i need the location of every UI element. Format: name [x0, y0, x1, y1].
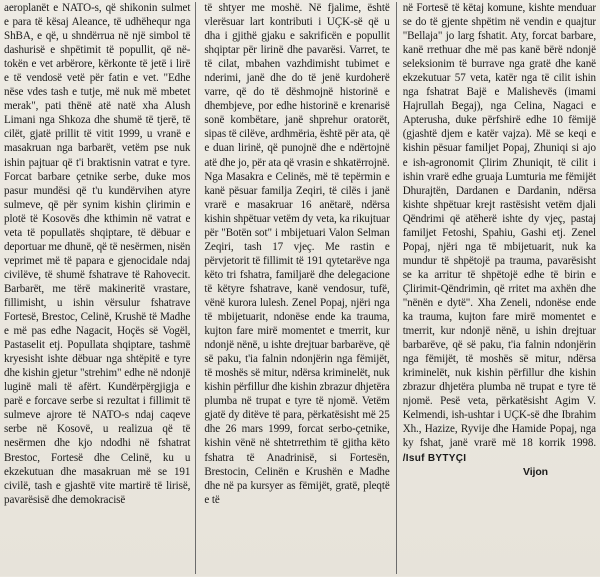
column-1-text: aeroplanët e NATO-s, që shikonin sulmet e para të kësaj Aleance, të udhëhequr nga ShBA, e që, u shndërrua në një simbol të dashurisë e shpëtimit të popullit, që në-tokën e vet arbërore, kërkonte të jetë i lirë e të vendosë vetë për fatin e vet. "Edhe nëse vdes tash e tutje, më nuk më mbetet merak", pati thënë atë natë xha Alush Limani nga Shkoza dhe shumë të tjerë, të cilët, gjatë prillit të vitit 1999, u vranë e masakruan nga barbarët, vetëm pse nuk ishin pajtuar që t'i braktisnin vatrat e tyre. Forcat barbare çetnike serbe, duke mos pasur mundësi që t'u kundërvihen atyre sulmeve, që për synim kishin çlirimin e plotë të Kosovës dhe kthimin në vatrat e veta të popullatës shqiptare, të dëbuar e deportuar me dhunë, që të nesërmen, nisën veprimet më të papara e gjenocidale ndaj civilëve, të shumë fshatrave të Rahovecit. Barbarët, me tërë makineritë vrastare, fillimisht, u ishin vërsulur fshatrave Fortesë, Brestoc, Celinë, Krushë të Madhe e më pas edhe Nagacit, Hoçës së Vogël, Pastaselit etj. Popullata shqiptare, tashmë kryesisht ishte dëbuar nga shtëpitë e tyre dhe kishin gjetur "strehim" edhe në ndonjë luginë mali të afërt. Kundërpërgjigja e parë e forcave serbe si rezultat i fillimit të sulmeve ajrore të NATO-s ndaj caqeve serbe në Kosovë, u realizua që të nesërmen dhe kjo ndodhi në fshatrat Brestoc, Fortesë dhe Celinë, ku u ekzekutuan dhe masakruan më se 191 civilë, tash e gjashtë vite martirë të lirisë, pavarësisë dhe demokracisë [4, 2, 191, 506]
continuation-mark: Vijon [523, 465, 548, 478]
column-3-text [403, 1, 596, 466]
author-byline: /Isuf BYTYÇI [402, 452, 467, 464]
column-3-body: në Fortesë të këtaj komune, kishte menduar se do të gjente shpëtim në vendin e quajtur "Bellaja" jo larg fshatit. Aty, forcat barbare, kanë rrethuar dhe më pas kanë bërë ndonjë seleksionim të burrave nga gratë dhe kanë ekzekutuar 57 veta, katër nga të cilit ishin nga fshatrat Bajë e Malishevës (imami Hajrullah Begaj), nga Celina, Nagaci e Apterusha, duke përfshirë edhe 10 fëmijë (gjashtë djem e katër vajza). Më se keqi e kishin pësuar familjet Popaj, Zhuniqi si ajo e ish-agronomit Çlirim Zhuniqit, të cilit i ishin vrarë edhe gruaja Lumturia me fëmijët Dhurajtën, Dardanen e Dardanin, ndërsa kishte shpëtuar krejt rastësisht vetëm djali Qëndrimi që atëherë ishte dy vjeç, pastaj familjet Fetoshi, Spahiu, Gashi etj. Zenel Popaj, njëri nga të mbijetuarit, nuk ka mundur të shpëtojë pa trauma, pavarësisht se ka arritur të shpëtojë edhe të birin e Çlirimit-Qëndrimin, që rritet ma axhën dhe "nënën e dytë". Xha Zeneli, ndonëse ende ka trauma, kujton fare mirë momentet e tmerrit, kur ndonjë nënë, u ishin drejtuar barbarëve, që së paku, t'ia falnin ndonjërin nga fëmijët, të moshës së mitur, ndërsa kriminelët, nuk kishin përfillur dhe kishin zbrazur dhjetëra plumba në trupat e tyre të njomë. Pesë veta, përkatësisht Agim V. Kelmendi, ish-ushtar i UÇK-së dhe Ibrahim Xh., Hazize, Ryvije dhe Hamide Popaj, nga ky fshat, janë vrarë më 18 korrik 1998. [402, 2, 596, 450]
article-column-3 [397, 1, 596, 577]
article-column-1 [4, 1, 195, 577]
column-2-text: të shtyer me moshë. Në fjalime, është vlerësuar lart kontributi i UÇK-së që u dha i gjithë gjaku e sakrificën e popullit shqiptar për lirinë dhe pavarësi. Varret, te të cilat, mbahen vazhdimisht tubimet e nderimi, janë dhe do të jenë kurdoherë varre, që do të dëshmojnë historinë e dhembjeve, por edhe historinë e krenarisë sonë kombëtare, janë shprehur oratorët, sipas të cilëve, ardhmëria, është për ata, që e duan lirinë, që punojnë dhe e ndërtojnë atë dhe jo, për ata që vrasin e shkatërrojnë. Nga Masakra e Celinës, më të tepërmin e kanë pësuar familja Zeqiri, të cilës i janë vrarë e masakruar 16 anëtarë, ndërsa kishin shpëtuar vetëm dy veta, ka rikujtuar për "Botën sot" i mbijetuari Valon Selman Zeqiri, tash 17 vjeç. Me rastin e përvjetorit të fillimit të 191 qytetarëve nga këto tri fshatra, familjarë dhe delegacione të këtyre fshatrave, kanë vendosur, tufë, vënë kurora lulesh. Zenel Popaj, njëri nga të mbijetuarit, ndonëse ende ka trauma, kujton fare mirë momentet e tmerrit, kur ndonjë nënë, u ishte drejtuar barbarëve, që së paku, t'ia falnin ndonjërin nga fëmijët, të moshës së mitur, ndërsa kriminelët, nuk kishin përfillur dhe kishin zbrazur dhjetëra plumba në trupat e tyre të njomë. Vetëm gjatë dy ditëve të para, përkatësisht më 25 dhe 26 mars 1999, forcat serbo-çetnike, kishin vënë në shtetrrethim të gjitha këto fshatra të Anadrinisë, si Fortesën, Brestocin, Celinën e Krushën e Madhe dhe në pa kursyer as fëmijët, gratë, pleqtë e të [204, 2, 390, 506]
article-column-2 [196, 1, 395, 577]
